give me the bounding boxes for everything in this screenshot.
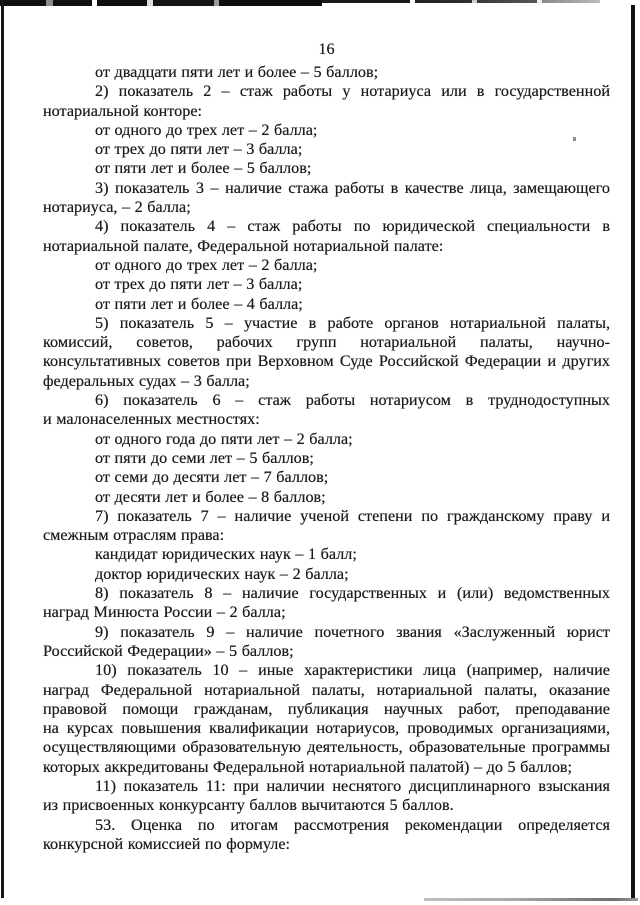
doc-paragraph-14: от семи до десяти лет – 7 баллов; xyxy=(95,468,329,487)
page-number: 16 xyxy=(318,40,335,58)
doc-paragraph-9: от пяти лет и более – 4 балла; xyxy=(95,294,303,313)
scan-border-top xyxy=(0,0,322,6)
doc-paragraph-7: от одного до трех лет – 2 балла; xyxy=(95,255,318,274)
doc-paragraph-20: 9) показатель 9 – наличие почетного звания «Заслуженный юрист Российской Федерации» – 5 баллов; xyxy=(43,622,610,660)
doc-paragraph-8: от трех до пяти лет – 3 балла; xyxy=(95,275,303,294)
doc-paragraph-3: от трех до пяти лет – 3 балла; xyxy=(95,140,303,159)
doc-paragraph-19: 8) показатель 8 – наличие государственных и (или) ведомственных наград Минюста России – 2 балла; xyxy=(43,584,610,622)
scan-border-bottom xyxy=(424,898,638,901)
doc-paragraph-11: 6) показатель 6 – стаж работы нотариусом в труднодоступных и малонаселенных местностях: xyxy=(43,391,610,429)
doc-paragraph-5: 3) показатель 3 – наличие стажа работы в качестве лица, замещающего нотариуса, – 2 балла; xyxy=(43,178,610,217)
doc-paragraph-17: кандидат юридических наук – 1 балл; xyxy=(95,545,357,564)
scan-border-top-right xyxy=(322,0,600,3)
doc-paragraph-21: 10) показатель 10 – иные характеристики лица (например, наличие наград Федеральной нотариальной палаты, нотариальной палаты, оказание правовой помощи гражданам, публикация научных работ, преподавание на курсах повышения квалификации нотариусов, проводимых организациями, осуществляющими образовательную деятельность, образовательные программы которых аккредитованы Федеральной нотариальной палатой) – до 5 баллов; xyxy=(43,661,610,776)
document-body xyxy=(43,63,610,854)
doc-paragraph-6: 4) показатель 4 – стаж работы по юридической специальности в нотариальной палате, Федеральной нотариальной палате: xyxy=(43,217,610,255)
doc-paragraph-23: 53. Оценка по итогам рассмотрения рекомендации определяется конкурсной комиссией по формуле: xyxy=(43,815,610,853)
doc-paragraph-15: от десяти лет и более – 8 баллов; xyxy=(95,487,326,506)
doc-paragraph-0: от двадцати пяти лет и более – 5 баллов; xyxy=(95,63,379,81)
doc-paragraph-2: от одного до трех лет – 2 балла; xyxy=(95,120,318,139)
doc-paragraph-13: от пяти до семи лет – 5 баллов; xyxy=(95,448,314,467)
doc-paragraph-22: 11) показатель 11: при наличии неснятого дисциплинарного взыскания из присвоенных конкурсанту баллов вычитаются 5 баллов. xyxy=(43,776,610,815)
doc-paragraph-16: 7) показатель 7 – наличие ученой степени по гражданскому праву и смежным отраслям права: xyxy=(43,506,610,545)
doc-paragraph-4: от пяти лет и более – 5 баллов; xyxy=(95,159,312,178)
doc-paragraph-12: от одного года до пяти лет – 2 балла; xyxy=(95,429,353,448)
doc-paragraph-18: доктор юридических наук – 2 балла; xyxy=(95,564,349,583)
scan-border-right xyxy=(631,5,635,901)
scan-border-left xyxy=(1,0,4,898)
doc-paragraph-10: 5) показатель 5 – участие в работе органов нотариальной палаты, комиссий, советов, рабочих групп нотариальной палаты, научно-консультативных советов при Верховном Суде Российской Федерации и других федеральных судах – 3 балла; xyxy=(43,313,610,390)
doc-paragraph-1: 2) показатель 2 – стаж работы у нотариуса или в государственной нотариальной конторе: xyxy=(43,82,610,120)
